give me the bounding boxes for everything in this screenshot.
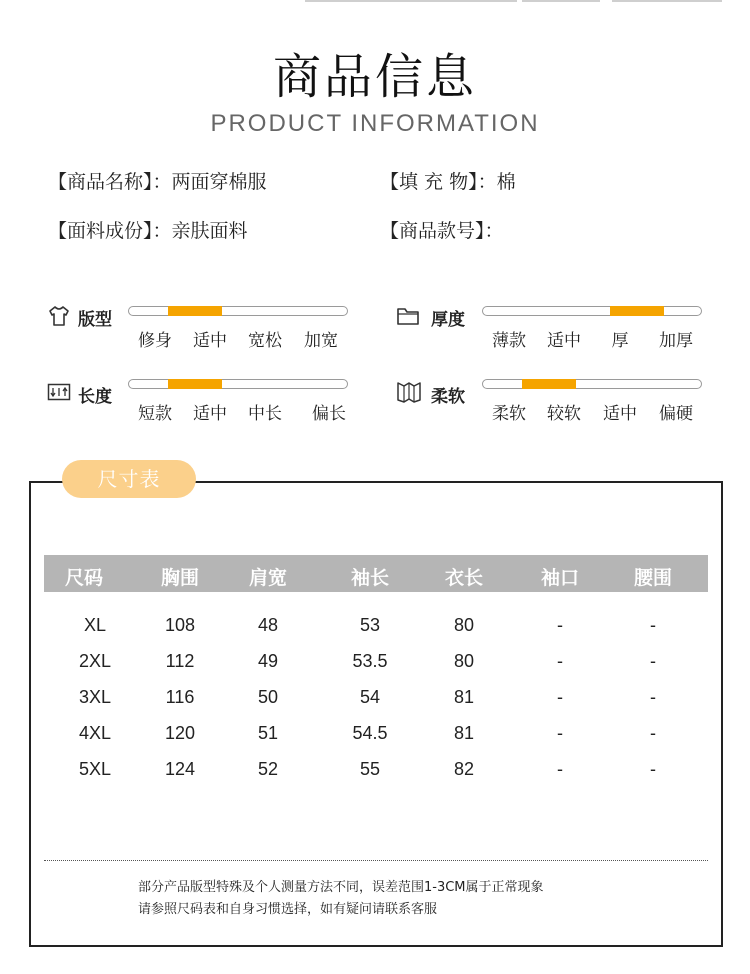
table-cell: 124 — [164, 759, 196, 779]
top-divider — [305, 0, 517, 2]
folder-icon — [396, 305, 420, 327]
table-cell: 54.5 — [352, 723, 388, 743]
table-cell: - — [557, 723, 563, 743]
thickness-scale-fill — [610, 306, 664, 316]
table-cell-size: XL — [83, 615, 107, 635]
table-cell: - — [557, 687, 563, 707]
softness-scale-track — [482, 379, 702, 389]
table-header-cell: 胸围 — [160, 567, 200, 589]
table-cell: 50 — [257, 687, 279, 707]
table-cell: 81 — [453, 687, 475, 707]
fit-scale-track — [128, 306, 348, 316]
size-note: 部分产品版型特殊及个人测量方法不同，误差范围1-3CM属于正常现象 — [138, 880, 544, 895]
table-cell: 53 — [359, 615, 381, 635]
table-cell-size: 3XL — [78, 687, 112, 707]
table-cell-size: 5XL — [78, 759, 112, 779]
ruler-icon — [47, 382, 71, 402]
size-note: 请参照尺码表和自身习惯选择，如有疑问请联系客服 — [138, 902, 438, 917]
table-cell-size: 2XL — [78, 651, 112, 671]
table-header-cell: 肩宽 — [248, 567, 288, 589]
info-key: 【面料成份】： — [48, 220, 172, 242]
table-cell: 80 — [453, 615, 475, 635]
info-key: 【商品款号】： — [380, 220, 504, 242]
attr-option: 适中 — [193, 331, 227, 351]
softness-scale-fill — [522, 379, 576, 389]
attr-option: 短款 — [138, 404, 172, 424]
table-cell-size: 4XL — [78, 723, 112, 743]
fabric-icon — [396, 380, 422, 404]
attr-option: 修身 — [138, 331, 172, 351]
info-value: 亲肤面料 — [171, 220, 248, 242]
page-title: 商品信息 — [272, 49, 477, 105]
thickness-scale-track — [482, 306, 702, 316]
table-cell: - — [650, 651, 656, 671]
table-cell: 55 — [359, 759, 381, 779]
table-cell: 120 — [164, 723, 196, 743]
table-cell: 49 — [257, 651, 279, 671]
attr-option: 适中 — [193, 404, 227, 424]
table-cell: 48 — [257, 615, 279, 635]
table-cell: 54 — [359, 687, 381, 707]
table-cell: - — [557, 651, 563, 671]
table-cell: 82 — [453, 759, 475, 779]
size-table-header — [44, 555, 708, 592]
table-header-cell: 尺码 — [64, 567, 104, 589]
table-cell: - — [557, 615, 563, 635]
table-cell: - — [650, 615, 656, 635]
table-cell: - — [650, 687, 656, 707]
info-value: 两面穿棉服 — [171, 171, 267, 193]
attr-option: 偏硬 — [659, 404, 693, 424]
info-key: 【商品名称】： — [48, 171, 172, 193]
table-cell: 112 — [165, 651, 195, 671]
table-cell: 53.5 — [352, 651, 388, 671]
attr-option: 中长 — [248, 404, 282, 424]
length-scale-fill — [168, 379, 222, 389]
length-scale-track — [128, 379, 348, 389]
attr-option: 薄款 — [492, 331, 526, 351]
attr-option: 适中 — [603, 404, 637, 424]
attr-label-fit: 版型 — [78, 310, 112, 330]
attr-label-thickness: 厚度 — [431, 310, 465, 330]
table-cell: 81 — [453, 723, 475, 743]
table-cell: 116 — [165, 687, 195, 707]
attr-option: 宽松 — [248, 331, 282, 351]
attr-label-softness: 柔软 — [431, 387, 465, 407]
table-header-cell: 衣长 — [444, 567, 484, 589]
table-header-cell: 袖口 — [540, 567, 580, 589]
info-value: 棉 — [496, 171, 516, 193]
attr-option: 偏长 — [312, 404, 346, 424]
attr-option: 柔软 — [492, 404, 526, 424]
fit-scale-fill — [168, 306, 222, 316]
attr-option: 厚 — [611, 331, 629, 351]
table-cell: 52 — [257, 759, 279, 779]
info-item-filling — [380, 167, 516, 194]
table-cell: 108 — [164, 615, 196, 635]
table-cell: - — [650, 759, 656, 779]
info-item-style-no — [380, 216, 504, 243]
top-divider — [612, 0, 722, 2]
info-key: 【填 充 物】： — [380, 171, 497, 193]
table-cell: 51 — [257, 723, 279, 743]
attr-label-length: 长度 — [78, 387, 112, 407]
table-header-cell: 袖长 — [350, 567, 390, 589]
attr-option: 较软 — [547, 404, 581, 424]
info-item-material — [48, 216, 248, 243]
page-subtitle: PRODUCT INFORMATION — [210, 110, 540, 137]
top-divider — [522, 0, 600, 2]
size-table-badge: 尺寸表 — [62, 460, 196, 498]
table-cell: - — [650, 723, 656, 743]
attr-option: 适中 — [547, 331, 581, 351]
table-cell: 80 — [453, 651, 475, 671]
attr-option: 加宽 — [304, 331, 338, 351]
attr-option: 加厚 — [659, 331, 693, 351]
notes-divider — [44, 860, 708, 861]
table-cell: - — [557, 759, 563, 779]
tshirt-icon — [47, 304, 71, 328]
info-item-name — [48, 167, 267, 194]
table-header-cell: 腰围 — [633, 567, 673, 589]
